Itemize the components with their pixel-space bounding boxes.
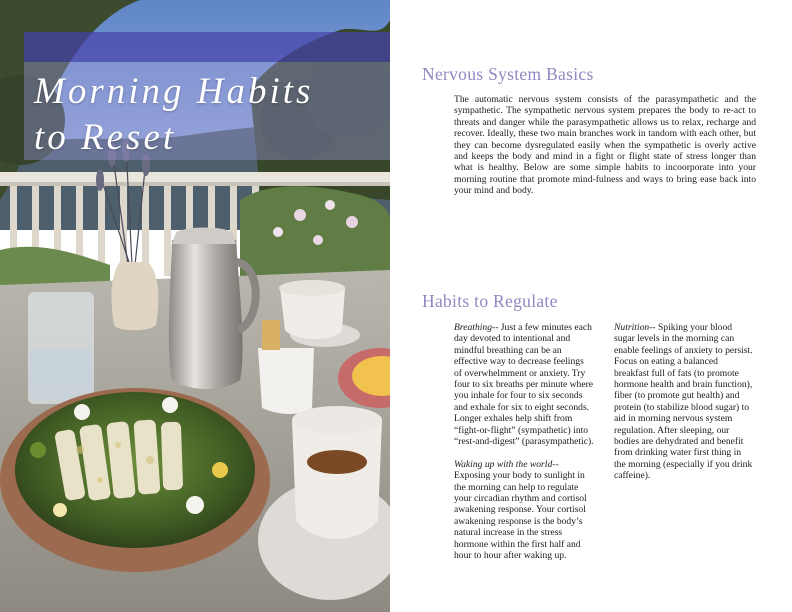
habit-waking-lead: Waking up with the world [454,458,553,470]
habit-waking [454,459,594,562]
habit-breathing-lead: Breathing [454,322,493,333]
habit-nutrition-text: -- Spiking your blood sugar levels in the morning can enable feelings of anxiety to persist. Focus on eating a balanced breakfast full of fats (to promote hormone health and brain function), fiber (to promote gut health) and protein (to stabilize blood sugar) to aid in morning nervous system regulation. After sleeping, our bodies are dehydrated and benefit from drinking water first thing in the morning (especially if you drink caffeine). [614,322,753,482]
title-band [24,32,390,62]
habit-nutrition [614,322,754,482]
cover-photo [0,0,390,612]
text-page [390,0,792,612]
habits-column-left [454,322,594,562]
habits-column-right [614,322,754,482]
basics-paragraph: The automatic nervous system consists of the parasympathetic and the sympathetic. The sympathetic nervous system prepares the body to re-act to threats and danger while the parasympathetic allows us to relax, recharge and recover. Ideally, these two main branches work in tandom with each other, but they can become dysregulated easily when the sympathetic is overly active and keeps the body and mind in a fight or flight state of stress longer than what is healthy. Below are some simple habits to incoorporate into your morning routine that promote mind-fulness and ways to bring ease back into your mind and body. [454,94,756,197]
cover-title-line-1: Morning Habits [34,71,314,112]
habit-nutrition-lead: Nutrition [614,322,650,333]
section-heading-basics: Nervous System Basics [422,64,594,84]
cover-title-line-2: to Reset [34,117,177,158]
habit-breathing-text: -- Just a few minutes each day devoted to intentional and mindful breathing can be an effective way to decrease feelings of overwhelmment or anxiety. Try four to six breaths per minute where you inhale for four to six seconds and exhale for six to eight seconds. Longer exhales help shift from “fight-or-flight” (sympathetic) into “rest-and-digest” (parasympathetic). [454,322,594,448]
section-heading-habits: Habits to Regulate [422,291,558,311]
habit-breathing [454,322,594,447]
habit-waking-text: -- Exposing your body to sunlight in the morning can help to regulate your circadian rhythm and cortisol awakening response. Your cortisol awakening response is the body’s natural increase in the stress hormone within the first half and hour to hour after waking up. [454,458,587,562]
